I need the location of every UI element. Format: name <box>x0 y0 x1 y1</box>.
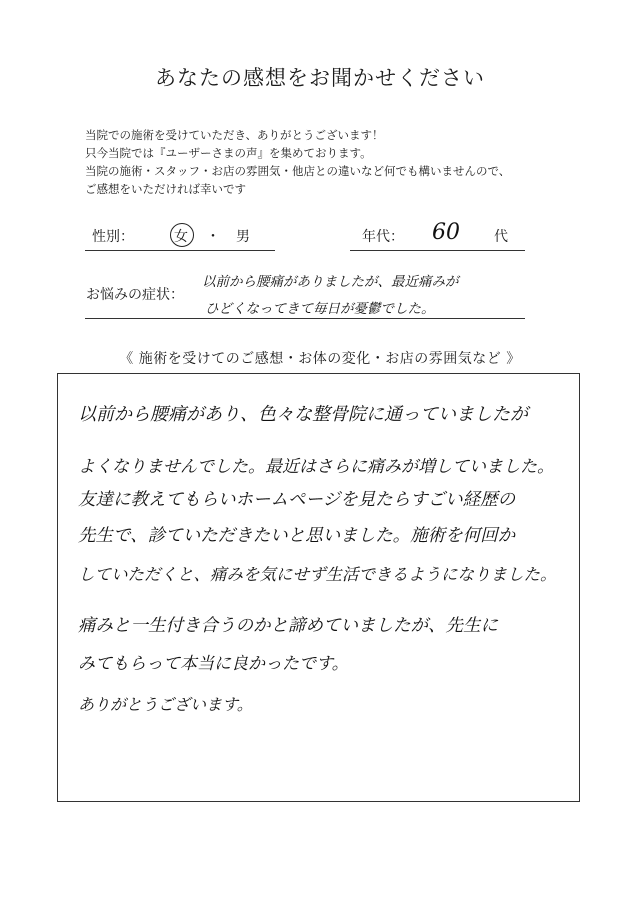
symptom-line: ひどくなってきて毎日が憂鬱でした。 <box>205 301 435 317</box>
age-label: 年代： <box>362 229 404 245</box>
gender-option-male: 男 <box>236 229 250 245</box>
testimonial-line: 先生で、診ていただきたいと思いました。施術を何回か <box>78 526 516 546</box>
age-underline <box>350 250 525 251</box>
testimonial-line: していただくと、痛みを気にせず生活できるようになりました。 <box>78 565 557 584</box>
testimonial-line: 痛みと一生付き合うのかと諦めていましたが、先生に <box>78 616 498 636</box>
section-heading: 《 施術を受けてのご感想・お体の変化・お店の雰囲気など 》 <box>119 351 521 367</box>
intro-line: 当院の施術・スタッフ・お店の雰囲気・他店との違いなど何でも構いませんので、 <box>85 164 511 178</box>
intro-line: ご感想をいただければ幸いです <box>85 182 246 196</box>
testimonial-line: 以前から腰痛があり、色々な整骨院に通っていましたが <box>78 404 528 425</box>
age-value: 60 <box>432 220 460 245</box>
symptom-line: 以前から腰痛がありましたが、最近痛みが <box>202 274 459 290</box>
testimonial-line: みてもらって本当に良かったです。 <box>78 654 349 674</box>
testimonial-line: よくなりませんでした。最近はさらに痛みが増していました。 <box>78 457 554 477</box>
symptom-label: お悩みの症状： <box>86 287 184 303</box>
testimonial-box <box>57 373 580 802</box>
testimonial-line: 友達に教えてもらいホームページを見たらすごい経歴の <box>78 490 516 510</box>
symptom-underline <box>85 318 525 319</box>
gender-underline <box>85 250 275 251</box>
age-suffix: 代 <box>494 229 508 245</box>
intro-line: 当院での施術を受けていただき、ありがとうございます！ <box>85 128 384 142</box>
gender-option-female: 女 <box>174 229 188 245</box>
form-title: あなたの感想をお聞かせください <box>155 66 485 90</box>
gender-separator: ・ <box>206 229 220 245</box>
testimonial-line: ありがとうございます。 <box>78 695 253 714</box>
intro-line: 只今当院では『ユーザーさまの声』を集めております。 <box>85 146 372 160</box>
gender-label: 性別： <box>92 229 134 245</box>
intro-text <box>85 126 510 198</box>
